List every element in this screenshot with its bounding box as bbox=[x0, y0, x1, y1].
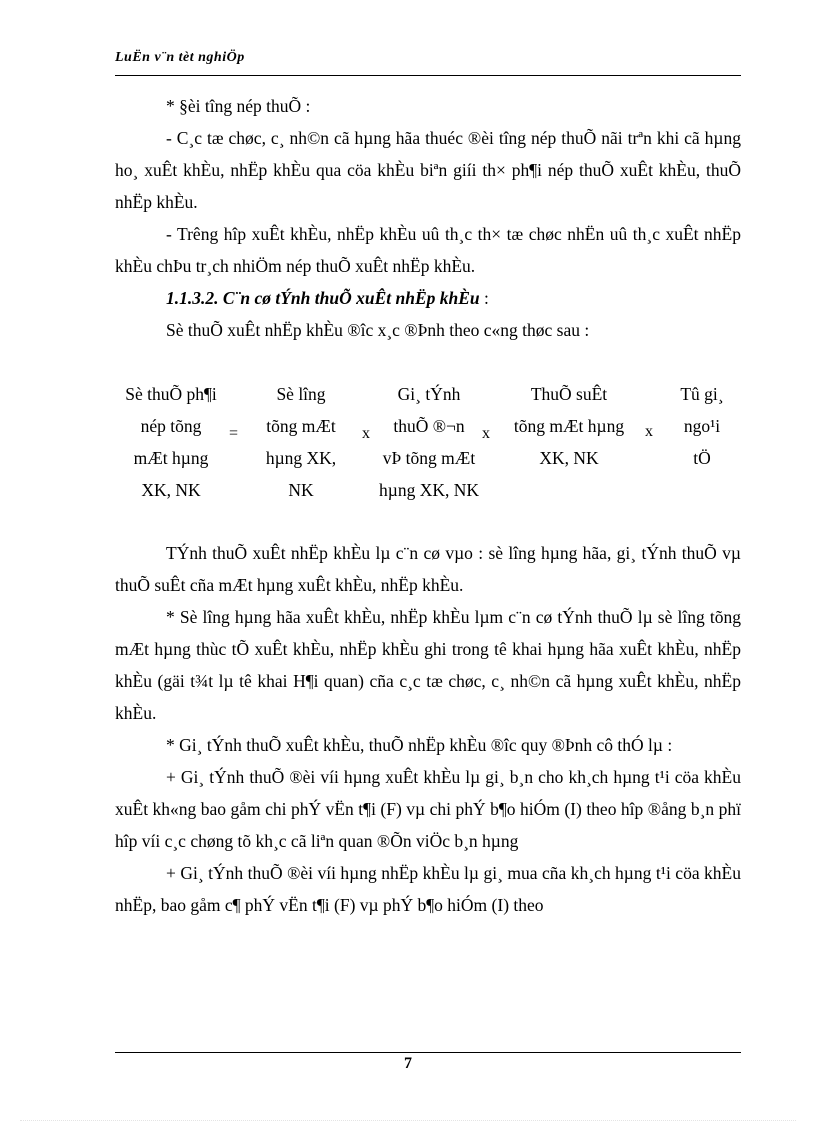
paragraph-taxable-price-intro: * Gi¸ tÝnh thuÕ xuÊt khÈu, thuÕ nhËp khÈu ®îc quy ®Þnh cô thÓ lµ : bbox=[166, 735, 673, 755]
page-number: 7 bbox=[404, 1055, 412, 1072]
formula-term-quantity bbox=[255, 378, 347, 506]
section-heading-text: 1.1.3.2. C¨n cø tÝnh thuÕ xuÊt nhËp khÈu bbox=[166, 288, 480, 308]
body-text-top bbox=[115, 90, 741, 346]
paragraph-quantity-basis: * Sè lîng hµng hãa xuÊt khÈu, nhËp khÈu lµm c¨n cø tÝnh thuÕ lµ sè lîng tõng mÆt hµng thùc tÕ xuÊt khÈu, nhËp khÈu ghi trong tê khai hµng hãa xuÊt khÈu, nhËp khÈu (gäi t¾t lµ tê khai H¶i quan) cña c¸c tæ chøc, c¸ nh©n cã hµng xuÊt khÈu, nhËp khÈu. bbox=[115, 607, 741, 723]
formula-term-line: Tû gi¸ bbox=[680, 384, 724, 404]
formula-term-exchange-rate bbox=[663, 378, 741, 474]
paragraph-tax-basis: TÝnh thuÕ xuÊt nhËp khÈu lµ c¨n cø vµo : sè lîng hµng hãa, gi¸ tÝnh thuÕ vµ thuÕ suÊt cña mÆt hµng xuÊt khÈu, nhËp khÈu. bbox=[115, 543, 741, 595]
formula-term-tax-rate bbox=[503, 378, 635, 474]
formula-term-taxable-price bbox=[369, 378, 489, 506]
paragraph-formula-intro: Sè thuÕ xuÊt nhËp khÈu ®îc x¸c ®Þnh theo c«ng thøc sau : bbox=[166, 320, 590, 340]
formula-term-line: XK, NK bbox=[141, 480, 201, 500]
formula-term-line: Sè thuÕ ph¶i bbox=[125, 384, 217, 404]
paragraph-taxpayer-definition: - C¸c tæ chøc, c¸ nh©n cã hµng hãa thuéc ®èi tîng nép thuÕ nãi trªn khi cã hµng ho¸ xuÊt khÈu, nhËp khÈu qua cöa khÈu biªn giíi th× ph¶i nép thuÕ xuÊt khÈu, thuÕ nhËp khÈu. bbox=[115, 128, 741, 212]
formula-term-tax-payable bbox=[115, 378, 227, 506]
formula-term-line: hµng XK, bbox=[265, 448, 337, 468]
paragraph-import-price: + Gi¸ tÝnh thuÕ ®èi víi hµng nhËp khÈu lµ gi¸ mua cña kh¸ch hµng t¹i cöa khÈu nhËp, bao gåm c¶ phÝ vËn t¶i (F) vµ phÝ b¶o hiÓm (I) theo bbox=[115, 863, 741, 915]
formula-term-line: nép tõng bbox=[140, 416, 202, 436]
formula-term-line: Gi¸ tÝnh bbox=[397, 384, 461, 404]
formula-multiply-sign: x bbox=[482, 425, 490, 442]
header-title: LuËn v¨n tèt nghiÖp bbox=[115, 50, 245, 65]
tax-formula bbox=[115, 378, 741, 508]
formula-term-line: XK, NK bbox=[539, 448, 599, 468]
formula-equals-sign: = bbox=[229, 425, 239, 442]
formula-multiply-sign: x bbox=[645, 423, 653, 440]
formula-term-line: hµng XK, NK bbox=[378, 480, 479, 500]
body-text-bottom bbox=[115, 537, 741, 921]
formula-term-line: vÞ tõng mÆt bbox=[382, 448, 476, 468]
formula-term-line: ThuÕ suÊt bbox=[530, 384, 608, 404]
paragraph-export-price: + Gi¸ tÝnh thuÕ ®èi víi hµng xuÊt khÈu lµ gi¸ b¸n cho kh¸ch hµng t¹i cöa khÈu xuÊt kh«ng bao gåm chi phÝ vËn t¶i (F) vµ chi phÝ b¶o hiÓm (I) theo hîp ®ång b¸n phï hîp víi c¸c chøng tõ kh¸c cã liªn quan ®Õn viÖc b¸n hµng bbox=[115, 767, 741, 851]
formula-term-line: Sè lîng bbox=[276, 384, 326, 404]
page-bottom-border bbox=[20, 1120, 796, 1121]
formula-term-line: tõng mÆt bbox=[266, 416, 336, 436]
header-divider bbox=[115, 75, 741, 76]
paragraph-taxpayer-heading: * §èi tîng nép thuÕ : bbox=[166, 96, 311, 116]
formula-multiply-sign: x bbox=[362, 425, 370, 442]
formula-term-line: ngo¹i bbox=[683, 416, 721, 436]
formula-term-line: mÆt hµng bbox=[133, 448, 209, 468]
footer-divider bbox=[115, 1052, 741, 1053]
formula-term-line: tÖ bbox=[693, 448, 711, 468]
section-heading-colon: : bbox=[479, 288, 489, 308]
formula-term-line: NK bbox=[288, 480, 314, 500]
formula-term-line: thuÕ ®¬n bbox=[393, 416, 465, 436]
section-heading bbox=[115, 282, 741, 314]
paragraph-entrusted-case: - Trêng hîp xuÊt khÈu, nhËp khÈu uû th¸c th× tæ chøc nhËn uû th¸c xuÊt nhËp khÈu chÞu tr¸ch nhiÖm nép thuÕ xuÊt nhËp khÈu. bbox=[115, 224, 741, 276]
formula-term-line: tõng mÆt hµng bbox=[513, 416, 625, 436]
